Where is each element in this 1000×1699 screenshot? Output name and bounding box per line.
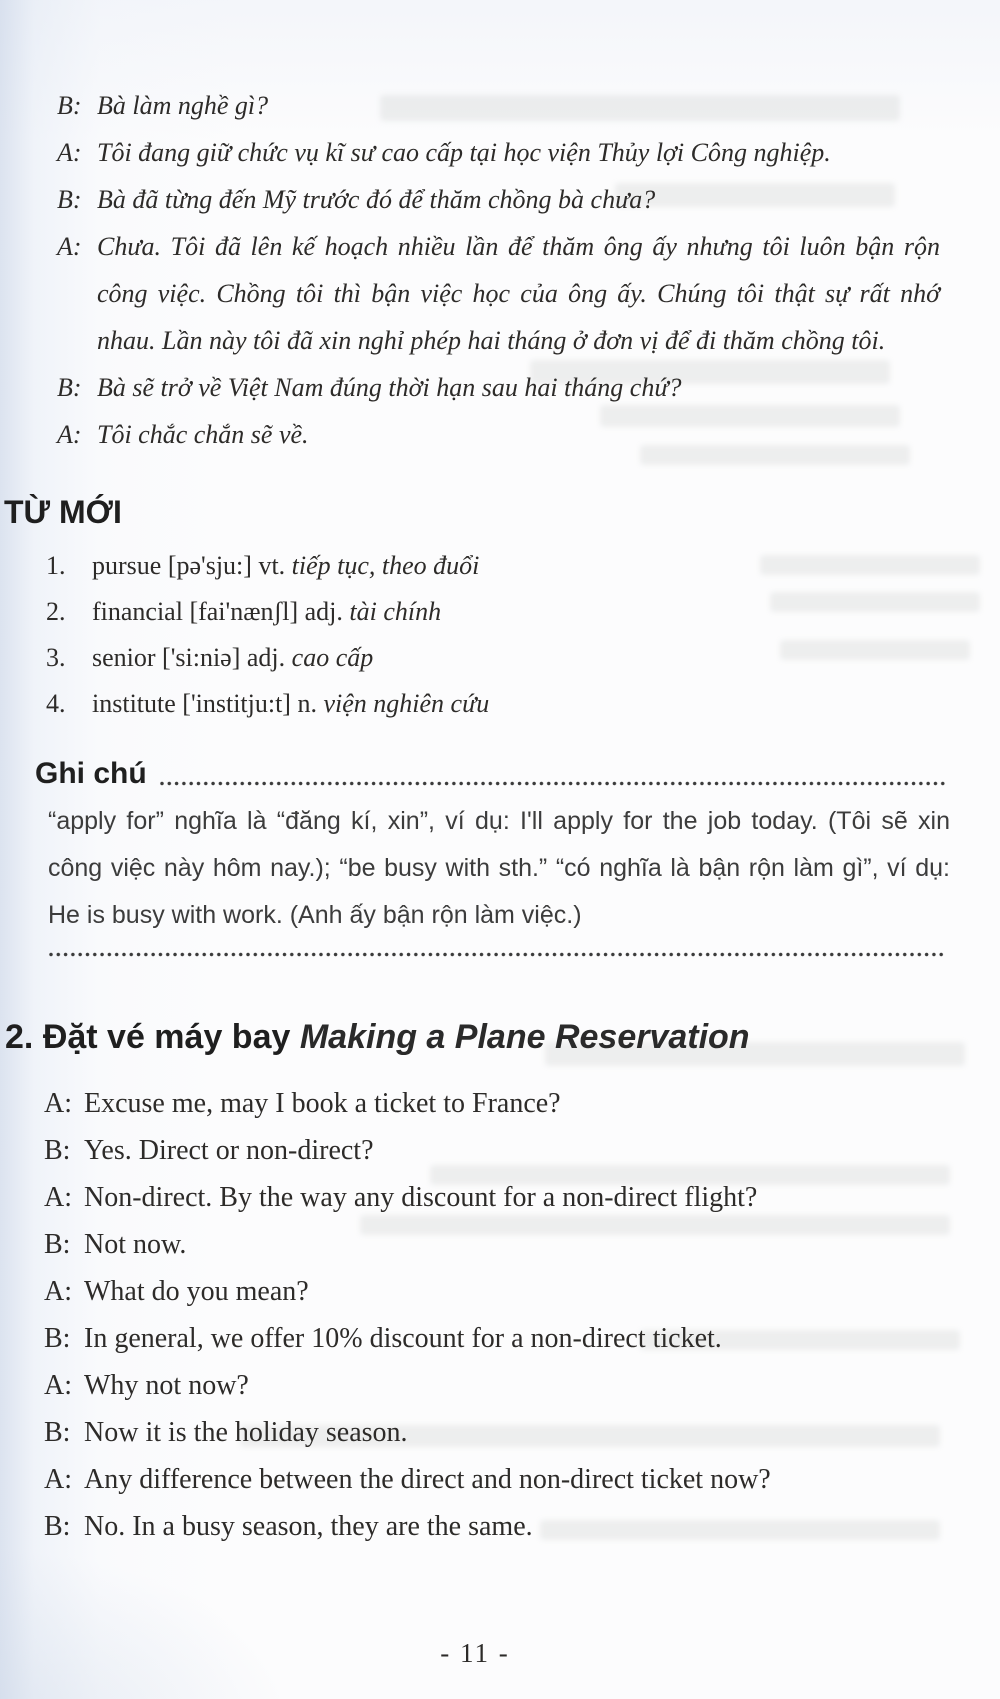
speaker-label: B: — [44, 1135, 71, 1166]
vocab-meaning: viện nghiên cứu — [323, 689, 490, 718]
vocab-phonetic: ['institju:t] — [182, 689, 291, 718]
vocab-meaning: tài chính — [349, 597, 442, 626]
speaker-label: A: — [44, 1088, 72, 1119]
dialogue-text: Any difference between the direct and non-direct ticket now? — [84, 1464, 771, 1495]
dialogue-text: Not now. — [84, 1229, 187, 1260]
dialogue-line — [57, 82, 940, 129]
dialogue-line — [57, 223, 940, 364]
dialogue-text: Why not now? — [84, 1370, 249, 1401]
speaker-label: B: — [44, 1511, 71, 1542]
dialogue-line — [44, 1315, 940, 1362]
note-heading: Ghi chú — [35, 757, 147, 790]
dialogue-text: No. In a busy season, they are the same. — [84, 1511, 533, 1542]
vocab-pos: vt. — [258, 551, 286, 580]
dialogue-line — [44, 1503, 940, 1550]
vocab-item-number: 1. — [46, 551, 66, 580]
dialogue-text: Excuse me, may I book a ticket to France? — [84, 1088, 561, 1119]
vocab-item — [46, 543, 940, 589]
vocab-item-number: 2. — [46, 597, 66, 626]
section-title-vietnamese: Đặt vé máy bay — [42, 1018, 291, 1056]
dialogue-line — [44, 1174, 940, 1221]
vocab-list — [46, 543, 940, 727]
speaker-label: A: — [44, 1370, 72, 1401]
vocab-item-entry — [92, 543, 479, 589]
vocab-pos: adj. — [304, 597, 343, 626]
dialogue-text: Bà làm nghề gì? — [97, 91, 269, 120]
speaker-label: B: — [57, 91, 82, 120]
dialogue-line — [57, 411, 940, 458]
dialogue-line — [44, 1409, 940, 1456]
section-title-english: Making a Plane Reservation — [299, 1018, 750, 1056]
dotted-leader — [159, 780, 945, 787]
speaker-label: A: — [44, 1182, 72, 1213]
speaker-label: B: — [57, 185, 82, 214]
dialogue-text: Non-direct. By the way any discount for a non-direct flight? — [84, 1182, 758, 1213]
dialogue-text: Bà đã từng đến Mỹ trước đó để thăm chồng bà chưa? — [97, 185, 656, 214]
dialogue-line — [57, 364, 940, 411]
vocab-item — [46, 681, 940, 727]
speaker-label: A: — [57, 138, 82, 167]
vocab-item-number: 3. — [46, 643, 66, 672]
speaker-label: B: — [44, 1323, 71, 1354]
speaker-label: A: — [44, 1464, 72, 1495]
note-body: “apply for” nghĩa là “đăng kí, xin”, ví dụ: I'll apply for the job today. (Tôi sẽ xin công việc này hôm nay.); “be busy with sth.” “có nghĩa là bận rộn làm gì”, ví dụ: He is busy with work. (Anh ấy bận rộn làm việc.) — [48, 807, 950, 929]
section-number: 2. — [5, 1018, 34, 1056]
vocab-meaning: tiếp tục, theo đuổi — [291, 551, 480, 580]
dialogue-text: Bà sẽ trở về Việt Nam đúng thời hạn sau hai tháng chứ? — [97, 373, 682, 402]
dialogue-text: Chưa. Tôi đã lên kế hoạch nhiều lần để thăm ông ấy nhưng tôi luôn bận rộn công việc. Chồng tôi thì bận việc học của ông ấy. Chúng tôi thật sự rất nhớ nhau. Lần này tôi đã xin nghỉ phép hai tháng ở đơn vị để đi thăm chồng tôi. — [97, 232, 940, 355]
dotted-divider — [48, 951, 946, 958]
dialogue-line — [44, 1080, 940, 1127]
dialogue-text: What do you mean? — [84, 1276, 309, 1307]
vocab-word: senior — [92, 643, 156, 672]
vocab-phonetic: [fai'nænʃl] — [189, 597, 299, 626]
page-number: - 11 - — [440, 1638, 510, 1668]
speaker-label: A: — [57, 232, 82, 261]
dialogue-text: Yes. Direct or non-direct? — [84, 1135, 374, 1166]
dialogue-line — [44, 1221, 940, 1268]
dialogue-text: Tôi đang giữ chức vụ kĩ sư cao cấp tại học viện Thủy lợi Công nghiệp. — [97, 138, 831, 167]
dialogue-line — [57, 176, 940, 223]
vocab-phonetic: [pə'sju:] — [167, 551, 252, 580]
vocab-item-entry — [92, 681, 489, 727]
vocab-pos: adj. — [246, 643, 286, 672]
dialogue-line — [57, 129, 940, 176]
vocab-item — [46, 589, 940, 635]
note-heading-row — [35, 754, 945, 794]
vocab-heading: TỪ MỚI — [4, 494, 122, 530]
speaker-label: B: — [44, 1229, 71, 1260]
dialogue-text: Tôi chắc chắn sẽ về. — [97, 420, 309, 449]
dialogue-text: In general, we offer 10% discount for a non-direct ticket. — [84, 1323, 722, 1354]
vocab-pos: n. — [297, 689, 317, 718]
dialogue-line — [44, 1127, 940, 1174]
vocab-item-entry — [92, 635, 373, 681]
dialogue-line — [44, 1456, 940, 1503]
dialogue-vietnamese — [57, 82, 940, 458]
vocab-item-number: 4. — [46, 689, 66, 718]
vocab-word: financial — [92, 597, 183, 626]
vocab-meaning: cao cấp — [291, 643, 374, 672]
vocab-item — [46, 635, 940, 681]
dialogue-line — [44, 1362, 940, 1409]
speaker-label: A: — [44, 1276, 72, 1307]
speaker-label: A: — [57, 420, 82, 449]
dialogue-text: Now it is the holiday season. — [84, 1417, 408, 1448]
vocab-word: institute — [92, 689, 176, 718]
vocab-item-entry — [92, 589, 441, 635]
speaker-label: B: — [57, 373, 82, 402]
dialogue-english — [44, 1080, 940, 1550]
dialogue-line — [44, 1268, 940, 1315]
section-heading — [5, 1018, 750, 1057]
vocab-word: pursue — [92, 551, 162, 580]
speaker-label: B: — [44, 1417, 71, 1448]
vocab-phonetic: ['si:niə] — [162, 643, 241, 672]
